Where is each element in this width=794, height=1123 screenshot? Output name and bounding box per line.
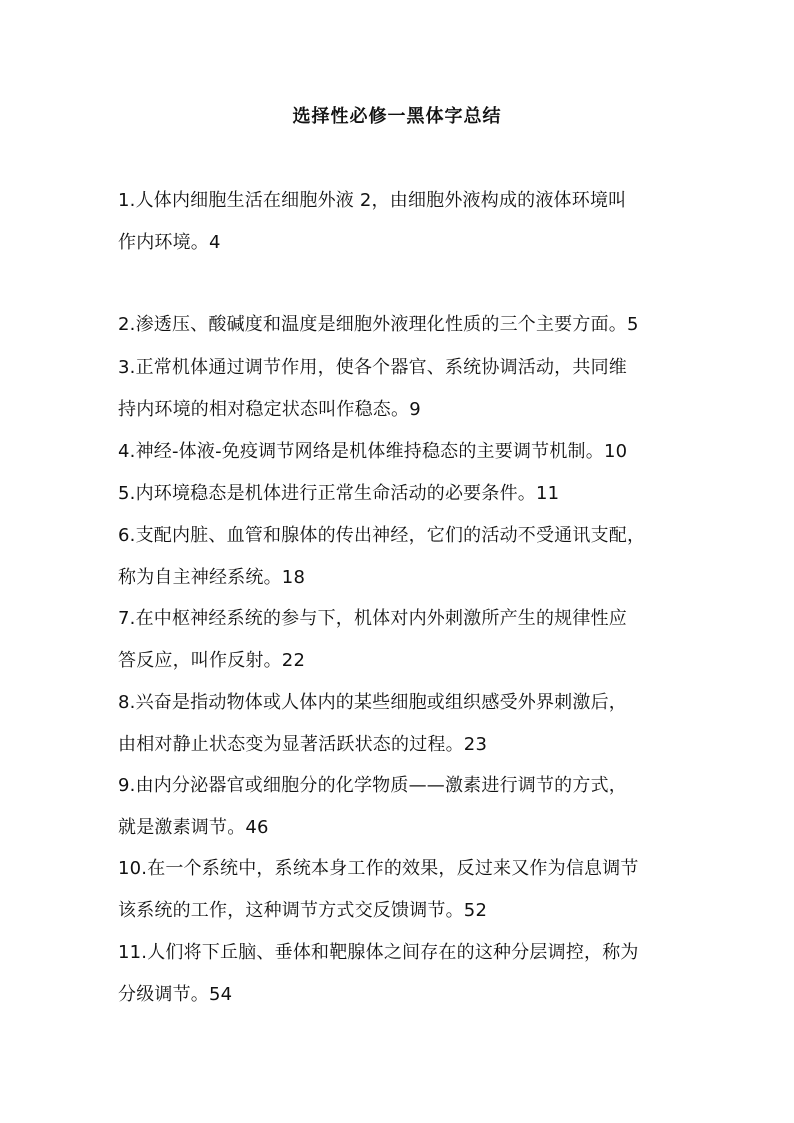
text-line-3b: 持内环境的相对稳定状态叫作稳态。9: [118, 399, 421, 420]
text-line-11a: 11.人们将下丘脑、垂体和靶腺体之间存在的这种分层调控，称为: [118, 942, 639, 963]
text-line-8b: 由相对静止状态变为显著活跃状态的过程。23: [118, 734, 488, 755]
text-line-7a: 7.在中枢神经系统的参与下，机体对内外刺激所产生的规律性应: [118, 608, 627, 629]
text-line-4: 4.神经-体液-免疫调节网络是机体维持稳态的主要调节机制。10: [118, 441, 628, 462]
text-line-9b: 就是激素调节。46: [118, 817, 269, 838]
text-line-11b: 分级调节。54: [118, 984, 233, 1005]
text-line-7b: 答反应，叫作反射。22: [118, 650, 306, 671]
document-title: 选择性必修一黑体字总结: [292, 106, 502, 127]
text-line-9a: 9.由内分泌器官或细胞分的化学物质——激素进行调节的方式，: [118, 775, 627, 796]
text-line-10a: 10.在一个系统中，系统本身工作的效果，反过来又作为信息调节: [118, 858, 639, 879]
text-line-10b: 该系统的工作，这种调节方式交反馈调节。52: [118, 900, 488, 921]
text-line-6b: 称为自主神经系统。18: [118, 567, 306, 588]
text-line-1b: 作内环境。4: [118, 232, 221, 253]
text-line-5: 5.内环境稳态是机体进行正常生命活动的必要条件。11: [118, 483, 560, 504]
text-line-1a: 1.人体内细胞生活在细胞外液 2，由细胞外液构成的液体环境叫: [118, 190, 627, 211]
text-line-2: 2.渗透压、酸碱度和温度是细胞外液理化性质的三个主要方面。5: [118, 314, 639, 335]
text-line-8a: 8.兴奋是指动物体或人体内的某些细胞或组织感受外界刺激后，: [118, 692, 627, 713]
text-line-3a: 3.正常机体通过调节作用，使各个器官、系统协调活动，共同维: [118, 357, 627, 378]
text-line-6a: 6.支配内脏、血管和腺体的传出神经，它们的活动不受通讯支配，: [118, 525, 646, 546]
